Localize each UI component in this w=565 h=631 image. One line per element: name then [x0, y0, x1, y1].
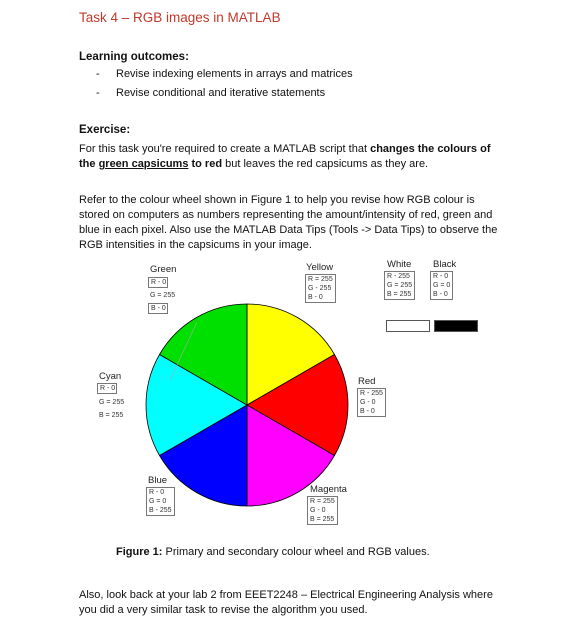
black-swatch [434, 320, 478, 332]
outcome-text: Revise indexing elements in arrays and matrices [116, 68, 353, 80]
magenta-label: Magenta [310, 484, 347, 495]
cyan-rgb-box [97, 383, 126, 420]
red-rgb-box [357, 388, 386, 417]
blue-label: Blue [148, 475, 168, 486]
caption-text: Primary and secondary colour wheel and RGB values. [162, 546, 430, 558]
green-rgb-box [148, 277, 177, 314]
outcome-text: Revise conditional and iterative statements [116, 87, 326, 99]
page-title: Task 4 – RGB images in MATLAB [79, 10, 281, 25]
magenta-r-value: R = 255 [310, 498, 335, 505]
blue-b-value: B - 255 [149, 507, 172, 514]
footer-paragraph: Also, look back at your lab 2 from EEET2248 – Electrical Engineering Analysis where you did a very similar task to revise the algorithm you used. [79, 589, 493, 616]
figure-caption [116, 546, 430, 558]
white-r-value: R - 255 [387, 273, 410, 280]
green-label: Green [150, 264, 177, 275]
magenta-b-value: B = 255 [310, 516, 335, 523]
white-g-value: G = 255 [387, 282, 413, 289]
black-rgb-box [430, 271, 453, 300]
yellow-g-value: G - 255 [308, 285, 332, 292]
exercise-paragraph-2: Refer to the colour wheel shown in Figure 1 to help you revise how RGB colour is stored on computers as numbers representing the amount/intensity of red, green and blue in each pixel. Also use the MATLAB Data Tips (Tools -> Data Tips) to observe the RGB intensities in the capsicums in your image. [79, 194, 498, 251]
red-g-value: G - 0 [360, 399, 376, 406]
red-b-value: B - 0 [360, 408, 375, 415]
cyan-b-value: B = 255 [99, 412, 124, 419]
black-label: Black [433, 259, 457, 270]
blue-rgb-box [146, 487, 175, 516]
cyan-g-value: G = 255 [99, 399, 125, 406]
green-b-value: B - 0 [148, 303, 168, 314]
bold-text: to red [188, 158, 223, 170]
colour-wheel [146, 304, 348, 506]
text-span: For this task you're required to create a MATLAB script that [79, 143, 371, 155]
cyan-r-value: R - 0 [97, 383, 117, 394]
magenta-rgb-box [307, 496, 338, 525]
yellow-rgb-box [305, 274, 336, 303]
outcomes-heading: Learning outcomes: [79, 51, 189, 63]
yellow-r-value: R = 255 [308, 276, 333, 283]
yellow-label: Yellow [306, 262, 334, 273]
white-rgb-box [384, 271, 415, 300]
yellow-b-value: B - 0 [308, 294, 323, 301]
outcome-item: - Revise indexing elements in arrays and matrices [96, 68, 353, 80]
outcome-item: - Revise conditional and iterative statements [96, 87, 326, 99]
red-r-value: R - 255 [360, 390, 383, 397]
underlined-bold-text: green capsicums [98, 158, 189, 170]
bold-text: changes the colours of the [79, 143, 491, 170]
magenta-g-value: G - 0 [310, 507, 326, 514]
blue-g-value: G = 0 [149, 498, 167, 505]
blue-r-value: R - 0 [149, 489, 165, 496]
white-b-value: B = 255 [387, 291, 412, 298]
exercise-heading: Exercise: [79, 124, 131, 136]
black-b-value: B - 0 [433, 291, 448, 298]
cyan-label: Cyan [99, 371, 122, 382]
red-label: Red [358, 376, 376, 387]
black-g-value: G = 0 [433, 282, 451, 289]
green-g-value: G = 255 [150, 292, 176, 299]
white-label: White [387, 259, 412, 270]
caption-label: Figure 1: [116, 546, 163, 558]
black-r-value: R - 0 [433, 273, 449, 280]
green-r-value: R - 0 [148, 277, 168, 288]
text-span: but leaves the red capsicums as they are. [222, 158, 429, 170]
white-swatch [386, 320, 430, 332]
